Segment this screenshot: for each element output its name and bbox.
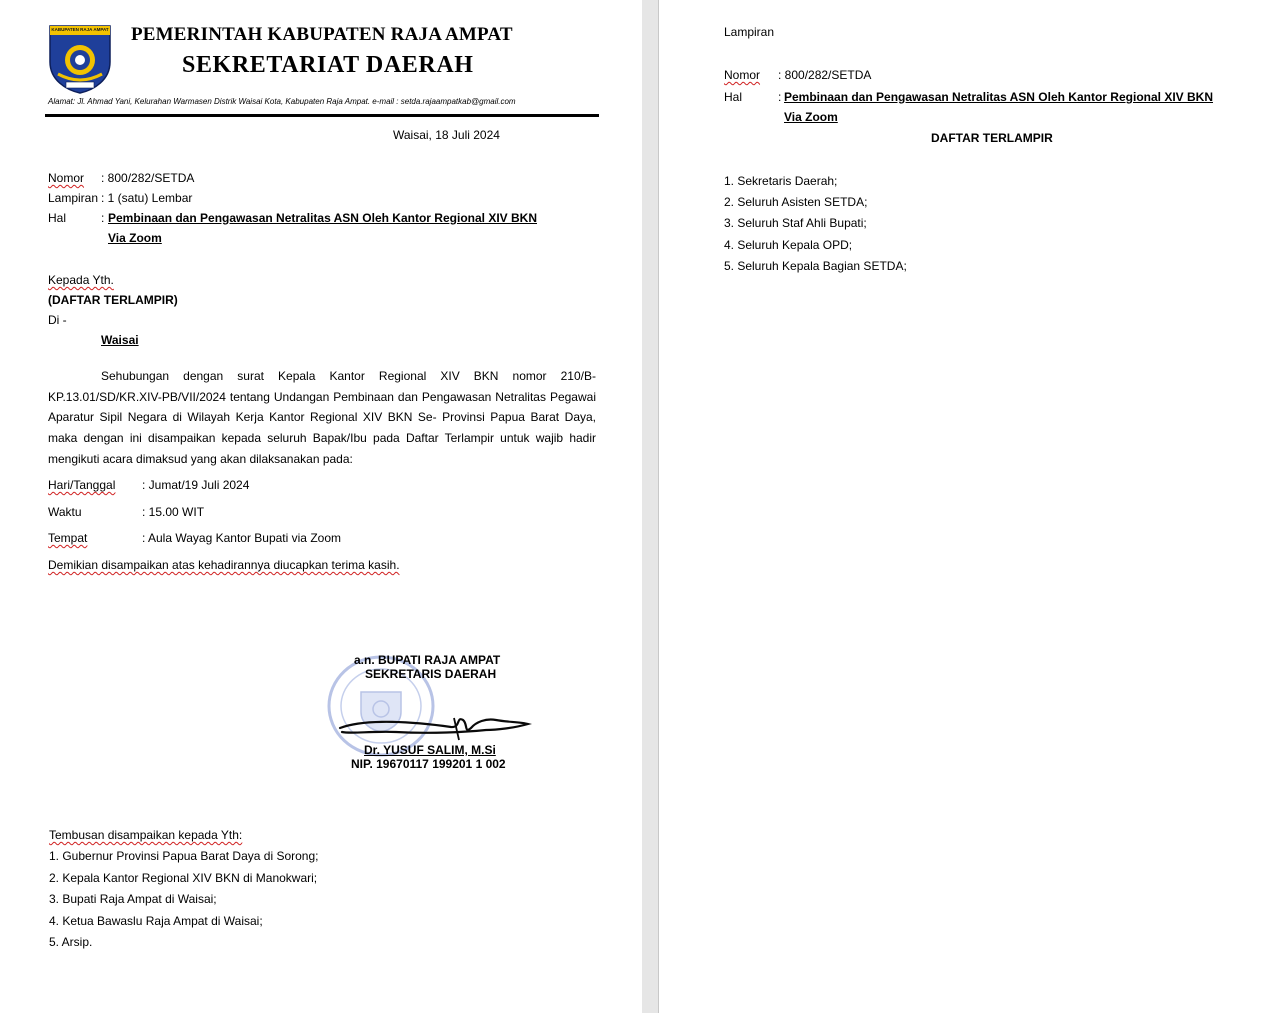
page-gap — [642, 0, 659, 1013]
detail-value-waktu: : 15.00 WIT — [142, 505, 205, 519]
tembusan-item: 3. Bupati Raja Ampat di Waisai; — [49, 892, 217, 906]
attachment-nomor-label: Nomor — [724, 68, 761, 82]
tembusan-item: 1. Gubernur Provinsi Papua Barat Daya di Sorong; — [49, 849, 319, 863]
detail-value-tempat: : Aula Wayag Kantor Bupati via Zoom — [142, 531, 341, 545]
letter-date: Waisai, 18 Juli 2024 — [393, 128, 500, 142]
attachment-list-item: 5. Seluruh Kepala Bagian SETDA; — [724, 259, 907, 273]
body-paragraph: Sehubungan dengan surat Kepala Kantor Regional XIV BKN nomor 210/B-KP.13.01/SD/KR.XIV-PB/VII/2024 tentang Undangan Pembinaan dan Pengawasan Netralitas Pegawai Aparatur Sipil Negara di Wilayah Kerja Kantor Regional XIV BKN Se- Provinsi Papua Barat Daya, maka dengan ini disampaikan kepada seluruh Bapak/Ibu pada Daftar Terlampir untuk wajib hadir mengikuti acara dimaksud yang akan dilaksanakan pada: — [48, 369, 596, 466]
detail-label-tempat: Tempat — [48, 531, 88, 545]
attachment-heading: DAFTAR TERLAMPIR — [931, 131, 1053, 145]
lampiran-value: : 1 (satu) Lembar — [101, 191, 193, 205]
signature-line2: SEKRETARIS DAERAH — [365, 667, 497, 681]
nomor-label: Nomor — [48, 171, 85, 185]
closing-sentence: Demikian disampaikan atas kehadirannya diucapkan terima kasih. — [48, 558, 400, 572]
attachment-list-item: 3. Seluruh Staf Ahli Bupati; — [724, 216, 867, 230]
regency-logo — [46, 22, 114, 94]
attachment-list-item: 1. Sekretaris Daerah; — [724, 174, 838, 188]
attachment-hal-label: Hal — [724, 90, 743, 104]
detail-label-hari: Hari/Tanggal — [48, 478, 116, 492]
logo-text: KABUPATEN RAJA AMPAT — [51, 27, 109, 32]
detail-label-waktu: Waktu — [48, 505, 82, 519]
letterhead-address: Alamat: Jl. Ahmad Yani, Kelurahan Warmasen Distrik Waisai Kota, Kabupaten Raja Ampat. e-mail : setda.rajaampatkab@gmail.com — [48, 97, 516, 106]
attachment-hal-colon: : — [778, 90, 782, 104]
hal-colon: : — [101, 211, 105, 225]
attachment-list-item: 2. Seluruh Asisten SETDA; — [724, 195, 868, 209]
attachment-hal-line1: Pembinaan dan Pengawasan Netralitas ASN Oleh Kantor Regional XIV BKN — [784, 90, 1213, 104]
hal-subject-line1: Pembinaan dan Pengawasan Netralitas ASN Oleh Kantor Regional XIV BKN — [108, 211, 537, 225]
hal-label: Hal — [48, 211, 67, 225]
attachment-title: Lampiran — [724, 25, 775, 39]
tembusan-item: 4. Ketua Bawaslu Raja Ampat di Waisai; — [49, 914, 263, 928]
attachment-list-item: 4. Seluruh Kepala OPD; — [724, 238, 853, 252]
tembusan-item: 5. Arsip. — [49, 935, 93, 949]
lampiran-label: Lampiran — [48, 191, 99, 205]
nomor-value: : 800/282/SETDA — [101, 171, 195, 185]
letterhead-rule — [45, 114, 599, 117]
di: Di - — [48, 313, 67, 327]
handwritten-signature — [336, 712, 532, 742]
hal-subject-line2: Via Zoom — [108, 231, 162, 245]
kepada-yth: Kepada Yth. — [48, 273, 114, 287]
signatory-nip: NIP. 19670117 199201 1 002 — [351, 757, 506, 771]
attachment-page — [659, 0, 1280, 1013]
place: Waisai — [101, 333, 139, 347]
signature-line1: a.n. BUPATI RAJA AMPAT — [354, 653, 501, 667]
attachment-hal-line2: Via Zoom — [784, 110, 838, 124]
tembusan-item: 2. Kepala Kantor Regional XIV BKN di Manokwari; — [49, 871, 318, 885]
attachment-nomor-value: : 800/282/SETDA — [778, 68, 872, 82]
signatory-name: Dr. YUSUF SALIM, M.Si — [364, 743, 496, 757]
tembusan-title: Tembusan disampaikan kepada Yth: — [49, 828, 243, 842]
recipient: (DAFTAR TERLAMPIR) — [48, 293, 178, 307]
letterhead-line2: SEKRETARIAT DAERAH — [182, 52, 474, 78]
detail-value-hari: : Jumat/19 Juli 2024 — [142, 478, 250, 492]
letterhead-line1: PEMERINTAH KABUPATEN RAJA AMPAT — [131, 24, 513, 45]
